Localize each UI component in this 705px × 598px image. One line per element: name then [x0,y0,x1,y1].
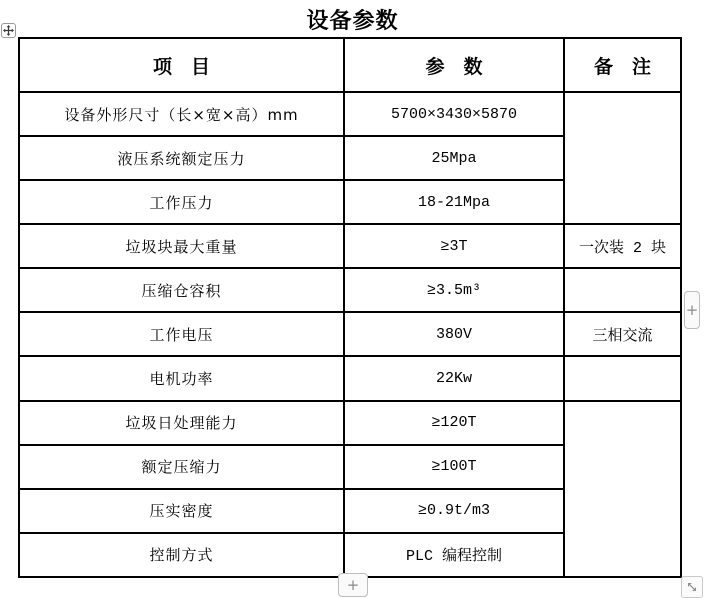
table-row [19,401,681,445]
param-cell[interactable]: ≥3T [344,224,564,268]
param-cell[interactable]: 25Mpa [344,136,564,180]
param-cell[interactable]: ≥3.5m³ [344,268,564,312]
table-row [19,356,681,400]
item-cell[interactable]: 压实密度 [19,489,344,533]
col-header-param[interactable]: 参 数 [344,38,564,92]
col-header-item[interactable]: 项 目 [19,38,344,92]
header-row [19,38,681,92]
table-resize-handle[interactable] [681,576,703,598]
remark-cell[interactable] [564,268,681,312]
param-cell[interactable]: ≥100T [344,445,564,489]
remark-cell[interactable]: 三相交流 [564,312,681,356]
param-cell[interactable]: 22Kw [344,356,564,400]
param-cell[interactable]: ≥0.9t/m3 [344,489,564,533]
item-cell[interactable]: 液压系统额定压力 [19,136,344,180]
param-cell[interactable]: ≥120T [344,401,564,445]
item-cell[interactable]: 垃圾块最大重量 [19,224,344,268]
param-cell[interactable]: 380V [344,312,564,356]
table-row [19,312,681,356]
col-header-remark[interactable]: 备 注 [564,38,681,92]
remark-cell-merged[interactable] [564,92,681,224]
item-cell[interactable]: 垃圾日处理能力 [19,401,344,445]
resize-icon [686,581,698,593]
equipment-parameters-table [18,37,682,578]
item-cell[interactable]: 工作电压 [19,312,344,356]
remark-cell[interactable] [564,356,681,400]
move-icon [3,25,14,36]
item-cell[interactable]: 控制方式 [19,533,344,577]
insert-column-button[interactable] [684,291,700,329]
table-row [19,92,681,136]
item-cell[interactable]: 压缩仓容积 [19,268,344,312]
remark-cell[interactable]: 一次装 2 块 [564,224,681,268]
table-row [19,224,681,268]
insert-row-button[interactable] [338,573,368,597]
item-cell[interactable]: 额定压缩力 [19,445,344,489]
item-cell[interactable]: 设备外形尺寸（长×宽×高）mm [19,92,344,136]
remark-cell-merged[interactable] [564,401,681,577]
param-cell[interactable]: 18-21Mpa [344,180,564,224]
table-row [19,268,681,312]
param-cell[interactable]: 5700×3430×5870 [344,92,564,136]
param-cell[interactable]: PLC 编程控制 [344,533,564,577]
item-cell[interactable]: 工作压力 [19,180,344,224]
item-cell[interactable]: 电机功率 [19,356,344,400]
plus-icon: + [685,300,699,319]
page-title[interactable]: 设备参数 [306,9,399,34]
table-move-handle[interactable] [1,23,16,38]
plus-icon: + [346,575,360,594]
